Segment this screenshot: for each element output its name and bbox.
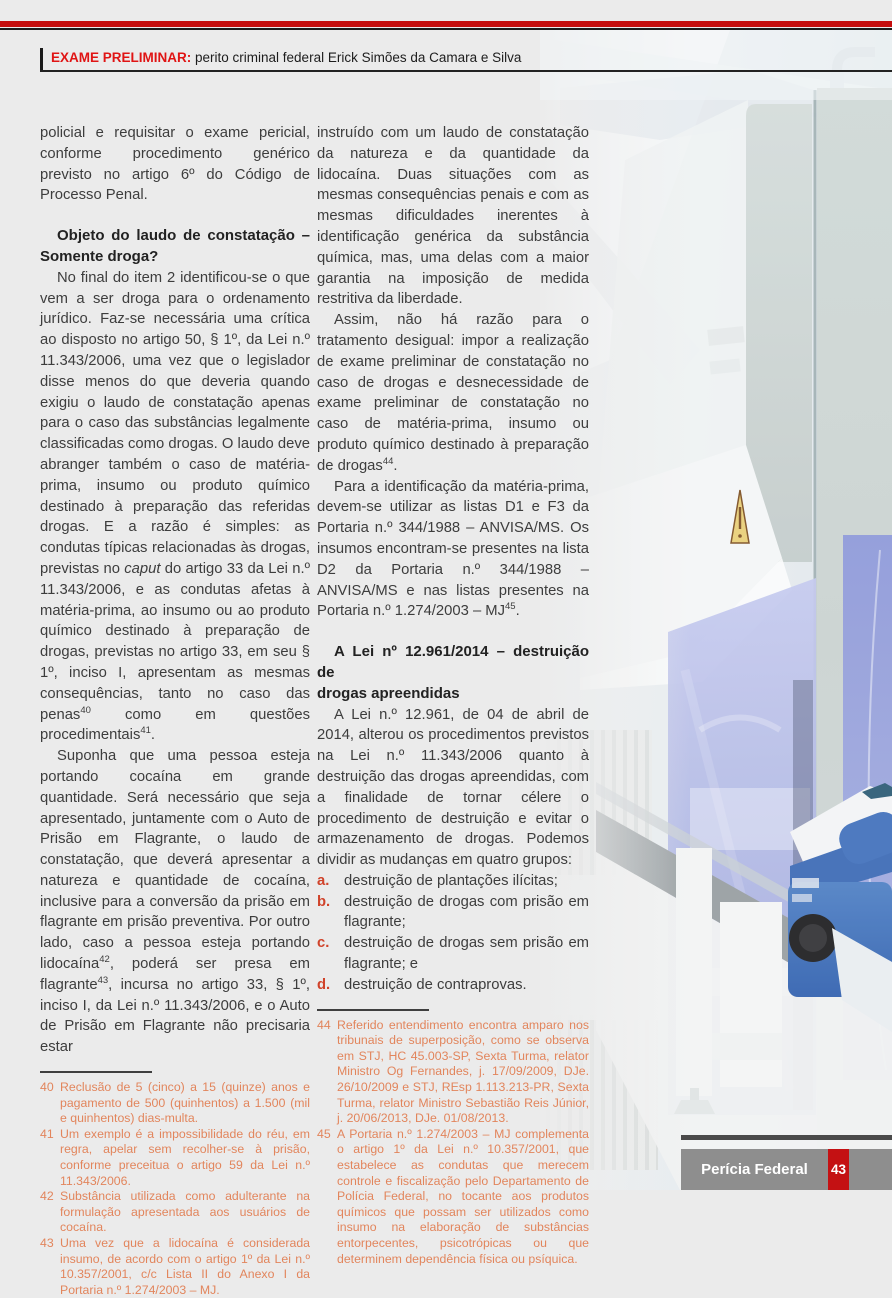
footnote-rule <box>317 1009 429 1011</box>
footnote: 42 Substância utilizada como adulterante na formulação apresentada aos usuários de cocaína. <box>40 1189 310 1235</box>
byline: perito criminal federal Erick Simões da Camara e Silva <box>191 50 522 65</box>
magazine-title: Perícia Federal <box>701 1161 808 1178</box>
footer-bar <box>681 1149 892 1190</box>
footnote-ref: 41 <box>140 725 151 737</box>
paragraph: policial e requisitar o exame pericial, conforme procedimento genérico previsto no artigo 6º do Código de Processo Penal. <box>40 125 310 204</box>
section-heading: Objeto do laudo de constatação – Somente droga? <box>40 227 310 265</box>
list-marker: d. <box>317 976 331 993</box>
lab-photo <box>540 30 892 1190</box>
lab-photo-illustration <box>540 30 892 1190</box>
kicker-vertical-bar <box>40 48 43 72</box>
paragraph: No final do item 2 identificou-se o que vem a ser droga para o ordenamento jurídico. Faz-se necessária uma crítica ao disposto no artigo 50, § 1º, da Lei n.º 11.343/2006, uma vez que o legislador disse menos do que deveria quando exigiu o laudo de constatação apenas para o caso das substâncias legalmente classificadas como drogas. O laudo deve abranger também o caso de matéria-prima, insumo ou produto químico destinado à preparação das referidas drogas. E a razão é simples: as condutas típicas relacionadas às drogas, previstas no caput do artigo 33 da Lei n.º 11.343/2006, e as condutas afetas à matéria-prima, ao insumo ou ao produto químico destinado à preparação de drogas, previstas no artigo 33, em seu § 1º, inciso I, apresentam as mesmas consequências, tanto no caso das penas$^{40}$ como em questões procedimentais$^{41}$. <box>40 269 310 744</box>
list-marker: a. <box>317 872 330 889</box>
paragraph: instruído com um laudo de constatação da natureza e da quantidade da lidocaína. Duas situações com as mesmas consequências penais e com as mesmas dificuldades inerentes à identificação genérica da substância química, mas, uma delas com a maior garantia na imposição de medida restritiva da liberdade. <box>317 125 589 308</box>
footnotes <box>317 1018 589 1268</box>
list-marker: b. <box>317 893 331 910</box>
list-item: b. destruição de drogas com prisão em flagrante; <box>317 893 589 931</box>
footnote: 44 Referido entendimento encontra amparo nos tribunais de superposição, como se observa em STJ, HC 45.003-SP, Sexta Turma, relator Ministro Og Fernandes, j. 17/09/2009, DJe. 26/10/2009 e STJ, REsp 1.113.213-PR, Sexta Turma, relator Ministro Sebastião Reis Júnior, j. 20/06/2013, DJe. 01/08/2013. <box>317 1017 589 1126</box>
paragraph: Suponha que uma pessoa esteja portando cocaína em grande quantidade. Será necessário que seja apresentado, juntamente com o Auto de Prisão em Flagrante, o laudo de constatação, que deverá apresentar a natureza e quantidade de cocaína, inclusive para a conversão da prisão em flagrante em prisão preventiva. Por outro lado, caso a pessoa esteja portando lidocaína$^{42}$, poderá ser presa em flagrante$^{43}$, incursa no artigo 33, § 1º, inciso I, da Lei n.º 11.343/2006, e o Auto de Prisão em Flagrante não precisaria estar <box>40 748 310 1056</box>
footnote-ref: 42 <box>99 954 110 966</box>
top-black-rule <box>0 28 892 31</box>
italic-term: caput <box>124 560 161 577</box>
kicker-label: EXAME PRELIMINAR: <box>51 50 192 65</box>
footnote: 43 Uma vez que a lidocaína é considerada insumo, de acordo com o artigo 1º da Lei n.º 10.357/2001, c/c Lista II do Anexo I da Portaria n.º 1.274/2003 – MJ. <box>40 1236 310 1297</box>
paragraph: A Lei n.º 12.961, de 04 de abril de 2014, alterou os procedimentos previstos na Lei n.º 11.343/2006 quanto à destruição das drogas apreendidas, com a finalidade de tornar célere o procedimento de destruição e evitar o armazenamento de drogas. Podemos dividir as mudanças em quatro grupos: <box>317 706 589 869</box>
footnote-ref: 45 <box>505 601 516 613</box>
column-left <box>40 123 310 1298</box>
header-underline <box>40 70 892 73</box>
article-header <box>40 48 892 74</box>
page-number: 43 <box>830 1162 847 1177</box>
footnote-ref: 44 <box>382 455 394 467</box>
footnote-ref: 43 <box>97 974 109 986</box>
footnote: 45 A Portaria n.º 1.274/2003 – MJ complementa o artigo 1º da Lei n.º 10.357/2001, que estabelece as condutas que merecem controle e fiscalização pelo Departamento de Polícia Federal, no tocante aos produtos químicos que possam ser utilizados como insumo na elaboração de substâncias entorpecentes, psicotrópicas ou que determinem dependência física ou psíquica. <box>317 1126 589 1266</box>
page-number-box <box>828 1149 849 1190</box>
footnote-ref: 40 <box>80 704 91 716</box>
column-right <box>317 123 589 1267</box>
top-red-rule <box>0 21 892 27</box>
list-item: d. destruição de contraprovas. <box>317 975 589 996</box>
list-item: c. destruição de drogas sem prisão em flagrante; e <box>317 935 589 973</box>
footnote: 41 Um exemplo é a impossibilidade do réu, em regra, apelar sem recolher-se à prisão, conforme preceitua o artigo 59 da Lei n.º 11.343/2006. <box>40 1126 310 1188</box>
footer-top-rule <box>681 1135 892 1140</box>
section-heading: A Lei nº 12.961/2014 – destruição de drogas apreendidas <box>317 643 589 702</box>
footnote-rule <box>40 1071 152 1073</box>
paragraph: Para a identificação da matéria-prima, devem-se utilizar as listas D1 e F3 da Portaria n.º 344/1988 – ANVISA/MS. Os insumos encontram-se presentes na lista D2 da Portaria n.º 344/1988 – ANVISA/MS e nas listas presentes na Portaria n.º 1.274/2003 – MJ$^{45}$. <box>317 478 589 620</box>
list-item: a. destruição de plantações ilícitas; <box>317 871 589 892</box>
footnotes <box>40 1080 310 1298</box>
list-marker: c. <box>317 935 330 952</box>
change-groups-list <box>317 871 589 996</box>
footnote: 40 Reclusão de 5 (cinco) a 15 (quinze) anos e pagamento de 500 (quinhentos) a 1.500 (mil e quinhentos) dias-multa. <box>40 1080 310 1126</box>
paragraph: Assim, não há razão para o tratamento desigual: impor a realização de exame preliminar de constatação no caso de drogas e desnecessidade de exame preliminar de constatação no caso de matéria-prima, insumo ou produto químico destinado à preparação de drogas$^{44}$. <box>317 312 589 474</box>
